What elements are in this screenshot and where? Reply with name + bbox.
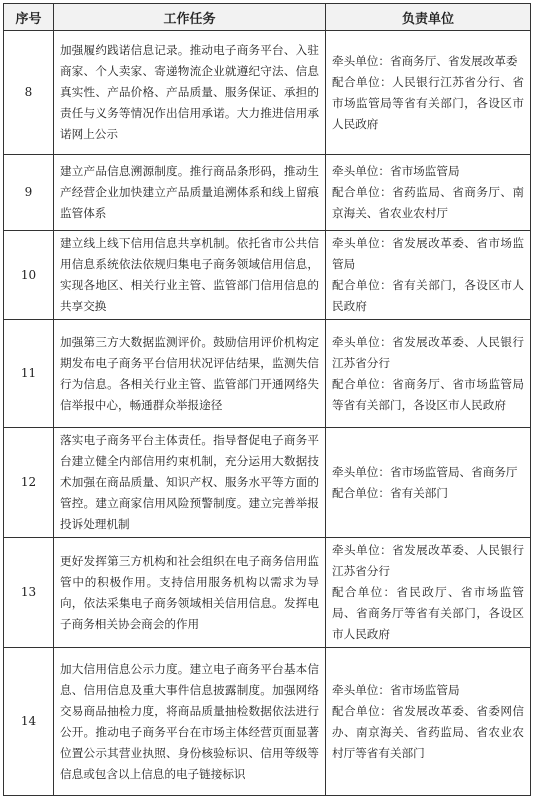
table-row: [4, 428, 531, 538]
task-cell: 落实电子商务平台主体责任。指导督促电子商务平台建立健全内部信用约束机制，充分运用大数据技术加强在商品质量、知识产权、服务水平等方面的管控。建立商家信用风险预警制度。建立完善举报投诉处理机制: [54, 428, 326, 538]
task-cell: 更好发挥第三方机构和社会组织在电子商务信用监管中的积极作用。支持信用服务机构以需求为导向，依法采集电子商务领域相关信用信息。发挥电子商务相关协会商会的作用: [54, 538, 326, 648]
table-row: [4, 648, 531, 796]
lead-unit: 牵头单位：省市场监管局: [332, 682, 460, 697]
coop-unit: 配合单位：省有关部门，各设区市人民政府: [332, 278, 524, 313]
header-task: 工作任务: [54, 4, 326, 31]
lead-unit: 牵头单位：省发展改革委、人民银行江苏省分行: [332, 334, 524, 370]
row-number: 8: [4, 31, 54, 155]
row-number: 10: [4, 231, 54, 320]
task-cell: 加强履约践诺信息记录。推动电子商务平台、入驻商家、个人卖家、寄递物流企业就遵纪守法、信息真实性、产品价格、产品质量、服务保证、承担的责任与义务等情况作出信用承诺。大力推进信用承诺网上公示: [54, 31, 326, 155]
table-row: [4, 538, 531, 648]
responsible-cell: [326, 155, 531, 231]
table-row: [4, 31, 531, 155]
row-number: 12: [4, 428, 54, 538]
responsible-cell: [326, 538, 531, 648]
row-number: 14: [4, 648, 54, 796]
coop-unit: 配合单位：省药监局、省商务厅、南京海关、省农业农村厅: [332, 185, 524, 220]
responsible-cell: [326, 31, 531, 155]
lead-unit: 牵头单位：省发展改革委、人民银行江苏省分行: [332, 543, 524, 578]
row-number: 13: [4, 538, 54, 648]
coop-unit: 配合单位：省民政厅、省市场监管局、省商务厅等省有关部门，各设区市人民政府: [332, 585, 524, 641]
coop-unit: 配合单位：省发展改革委、省委网信办、南京海关、省药监局、省农业农村厅等省有关部门: [332, 703, 524, 760]
responsible-cell: [326, 320, 531, 428]
table-row: [4, 231, 531, 320]
responsible-cell: [326, 231, 531, 320]
task-cell: 加大信用信息公示力度。建立电子商务平台基本信息、信用信息及重大事件信息披露制度。加强网络交易商品抽检力度，将商品质量抽检数据依法进行公开。推动电子商务平台在市场主体经营页面显著位置公示其营业执照、身份核验标识、信用等级等信息或包含以上信息的电子链接标识: [54, 648, 326, 796]
coop-unit: 配合单位：省商务厅、省市场监管局等省有关部门，各设区市人民政府: [332, 376, 524, 412]
responsible-cell: [326, 428, 531, 538]
table-row: [4, 320, 531, 428]
coop-unit: 配合单位：人民银行江苏省分行、省市场监管局等省有关部门，各设区市人民政府: [332, 74, 524, 131]
table-row: [4, 155, 531, 231]
lead-unit: 牵头单位：省市场监管局: [332, 164, 460, 178]
header-responsible: 负责单位: [326, 4, 531, 31]
row-number: 11: [4, 320, 54, 428]
responsible-cell: [326, 648, 531, 796]
row-number: 9: [4, 155, 54, 231]
coop-unit: 配合单位：省有关部门: [332, 485, 448, 500]
task-cell: 加强第三方大数据监测评价。鼓励信用评价机构定期发布电子商务平台信用状况评估结果，监测失信行为信息。各相关行业主管、监管部门开通网络失信举报中心，畅通群众举报途径: [54, 320, 326, 428]
task-cell: 建立线上线下信用信息共享机制。依托省市公共信用信息系统依法依规归集电子商务领域信用信息，实现各地区、相关行业主管、监管部门信用信息的共享交换: [54, 231, 326, 320]
task-cell: 建立产品信息溯源制度。推行商品条形码，推动生产经营企业加快建立产品质量追溯体系和线上留痕监管体系: [54, 155, 326, 231]
task-table: [3, 3, 531, 796]
lead-unit: 牵头单位：省市场监管局、省商务厅: [332, 464, 518, 479]
header-row: [4, 4, 531, 31]
lead-unit: 牵头单位：省商务厅、省发展改革委: [332, 53, 518, 68]
header-no: 序号: [4, 4, 54, 31]
lead-unit: 牵头单位：省发展改革委、省市场监管局: [332, 236, 524, 271]
